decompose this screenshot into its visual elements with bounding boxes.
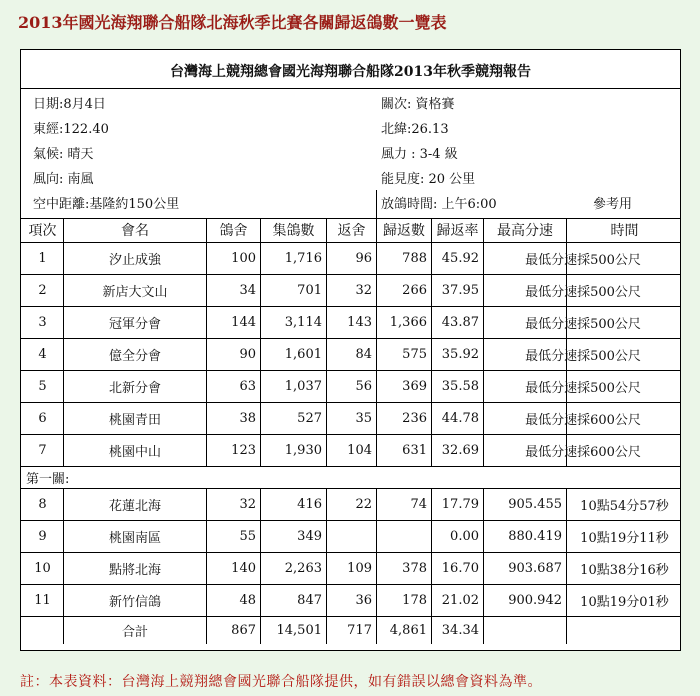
table-cell: 143 bbox=[347, 314, 372, 330]
column-header: 返舍 bbox=[337, 223, 366, 239]
info-date: 日期:8月4日 bbox=[33, 97, 106, 112]
table-cell: 4 bbox=[38, 346, 47, 362]
speed-note: 最低分速採500公尺 bbox=[525, 284, 641, 300]
column-header: 項次 bbox=[28, 223, 57, 239]
table-cell: 84 bbox=[355, 346, 372, 362]
table-cell: 10點38分16秒 bbox=[580, 562, 669, 578]
table-cell: 0.00 bbox=[450, 528, 479, 544]
table-cell: 10點54分57秒 bbox=[580, 498, 669, 514]
info-weather: 氣候: 晴天 bbox=[33, 147, 94, 162]
table-cell: 847 bbox=[297, 592, 322, 608]
table-cell: 56 bbox=[355, 378, 372, 394]
table-cell: 2,263 bbox=[284, 560, 322, 576]
table-cell: 35 bbox=[355, 410, 372, 426]
speed-note: 最低分速採500公尺 bbox=[525, 252, 641, 268]
table-cell: 7 bbox=[38, 442, 47, 458]
column-header: 集鴿數 bbox=[272, 223, 315, 239]
table-cell: 631 bbox=[402, 442, 427, 458]
grid-line bbox=[376, 190, 377, 218]
table-cell: 21.02 bbox=[441, 592, 479, 608]
table-cell: 1,716 bbox=[284, 250, 322, 266]
table-cell: 32.69 bbox=[441, 442, 479, 458]
table-cell: 236 bbox=[402, 410, 427, 426]
report-sheet bbox=[20, 49, 681, 651]
table-cell: 90 bbox=[239, 346, 256, 362]
table-cell: 575 bbox=[402, 346, 427, 362]
table-cell: 花蓮北海 bbox=[108, 498, 161, 514]
table-cell: 10 bbox=[34, 560, 51, 576]
table-cell: 5 bbox=[38, 378, 47, 394]
table-cell: 3 bbox=[38, 314, 47, 330]
table-cell: 378 bbox=[402, 560, 427, 576]
info-wind-direction: 風向: 南風 bbox=[33, 172, 94, 187]
column-header: 最高分速 bbox=[497, 223, 553, 239]
table-cell: 701 bbox=[297, 282, 322, 298]
info-distance: 空中距離:基隆約150公里 bbox=[33, 197, 180, 212]
table-cell: 37.95 bbox=[441, 282, 479, 298]
table-cell: 1,366 bbox=[389, 314, 427, 330]
table-cell: 22 bbox=[355, 496, 372, 512]
table-cell: 55 bbox=[239, 528, 256, 544]
info-longitude: 東經:122.40 bbox=[33, 122, 109, 137]
table-cell: 6 bbox=[38, 410, 47, 426]
info-stage: 關次: 資格賽 bbox=[381, 97, 455, 112]
table-cell: 1 bbox=[38, 250, 47, 266]
table-cell: 新竹信鴿 bbox=[108, 594, 161, 610]
info-visibility: 能見度: 20 公里 bbox=[381, 172, 476, 187]
table-cell: 桃園南區 bbox=[108, 530, 161, 546]
table-cell: 178 bbox=[402, 592, 427, 608]
table-cell: 416 bbox=[297, 496, 322, 512]
table-cell: 桃園青田 bbox=[108, 412, 161, 428]
table-cell: 點將北海 bbox=[108, 562, 161, 578]
footnote: 註：本表資料：台灣海上競翔總會國光聯合船隊提供，如有錯誤以總會資料為準。 bbox=[20, 674, 542, 690]
speed-note: 最低分速採500公尺 bbox=[525, 316, 641, 332]
table-cell: 109 bbox=[347, 560, 372, 576]
table-cell: 788 bbox=[402, 250, 427, 266]
table-cell: 17.79 bbox=[441, 496, 479, 512]
report-title: 台灣海上競翔總會國光海翔聯合船隊2013年秋季競翔報告 bbox=[170, 64, 531, 80]
table-cell: 32 bbox=[239, 496, 256, 512]
table-cell: 35.92 bbox=[441, 346, 479, 362]
table-cell: 900.942 bbox=[508, 592, 562, 608]
column-header: 會名 bbox=[121, 223, 149, 239]
table-cell: 11 bbox=[34, 592, 51, 608]
table-cell: 45.92 bbox=[441, 250, 479, 266]
table-cell: 16.70 bbox=[441, 560, 479, 576]
table-cell: 104 bbox=[347, 442, 372, 458]
table-cell: 3,114 bbox=[284, 314, 322, 330]
table-cell: 桃園中山 bbox=[108, 444, 161, 460]
table-cell: 北新分會 bbox=[108, 380, 161, 396]
table-cell: 1,930 bbox=[284, 442, 322, 458]
table-cell: 63 bbox=[239, 378, 256, 394]
divider bbox=[21, 88, 680, 89]
table-cell: 48 bbox=[239, 592, 256, 608]
table-cell: 冠軍分會 bbox=[108, 316, 161, 332]
speed-note: 最低分速採600公尺 bbox=[525, 444, 641, 460]
table-cell bbox=[327, 520, 376, 552]
info-reference: 參考用 bbox=[593, 197, 633, 212]
table-cell: 74 bbox=[410, 496, 427, 512]
table-cell: 38 bbox=[239, 410, 256, 426]
info-release-time: 放鴿時間: 上午6:00 bbox=[381, 197, 497, 212]
table-cell: 34 bbox=[239, 282, 256, 298]
speed-note: 最低分速採500公尺 bbox=[525, 380, 641, 396]
table-cell: 880.419 bbox=[508, 528, 562, 544]
table-cell: 10點19分11秒 bbox=[580, 530, 669, 546]
total-cell: 717 bbox=[347, 622, 372, 638]
table-cell: 新店大文山 bbox=[102, 284, 168, 300]
total-cell: 合計 bbox=[121, 624, 148, 640]
table-cell: 144 bbox=[231, 314, 256, 330]
total-cell: 14,501 bbox=[276, 622, 322, 638]
page-title: 2013年國光海翔聯合船隊北海秋季比賽各關歸返鴿數一覽表 bbox=[18, 13, 447, 32]
table-cell: 億全分會 bbox=[108, 348, 161, 364]
table-cell: 汐止成強 bbox=[108, 252, 161, 268]
table-cell: 96 bbox=[355, 250, 372, 266]
table-cell: 100 bbox=[231, 250, 256, 266]
table-cell bbox=[377, 520, 431, 552]
table-cell: 10點19分01秒 bbox=[580, 594, 669, 610]
speed-note: 最低分速採500公尺 bbox=[525, 348, 641, 364]
info-latitude: 北緯:26.13 bbox=[381, 122, 449, 137]
table-cell: 1,601 bbox=[284, 346, 322, 362]
table-cell: 44.78 bbox=[441, 410, 479, 426]
info-wind-force: 風力 : 3-4 級 bbox=[381, 147, 458, 162]
table-cell: 369 bbox=[402, 378, 427, 394]
table-cell: 903.687 bbox=[508, 560, 562, 576]
column-header: 鴿舍 bbox=[219, 223, 248, 239]
column-header: 歸返數 bbox=[383, 223, 425, 239]
total-cell: 867 bbox=[231, 622, 256, 638]
table-cell: 43.87 bbox=[441, 314, 479, 330]
total-cell: 4,861 bbox=[389, 622, 427, 638]
table-cell: 905.455 bbox=[508, 496, 562, 512]
section-label: 第一關: bbox=[26, 471, 70, 487]
table-cell: 1,037 bbox=[284, 378, 322, 394]
table-cell: 527 bbox=[297, 410, 322, 426]
column-header: 時間 bbox=[610, 223, 639, 239]
table-cell: 35.58 bbox=[441, 378, 479, 394]
table-cell: 266 bbox=[402, 282, 427, 298]
table-cell: 32 bbox=[355, 282, 372, 298]
table-cell: 36 bbox=[355, 592, 372, 608]
table-cell: 349 bbox=[297, 528, 322, 544]
table-cell: 9 bbox=[38, 528, 47, 544]
table-cell: 140 bbox=[231, 560, 256, 576]
total-cell: 34.34 bbox=[441, 622, 479, 638]
table-cell: 2 bbox=[38, 282, 47, 298]
table-cell: 8 bbox=[38, 496, 47, 512]
speed-note: 最低分速採600公尺 bbox=[525, 412, 641, 428]
column-header: 歸返率 bbox=[436, 223, 479, 239]
table-cell: 123 bbox=[231, 442, 256, 458]
